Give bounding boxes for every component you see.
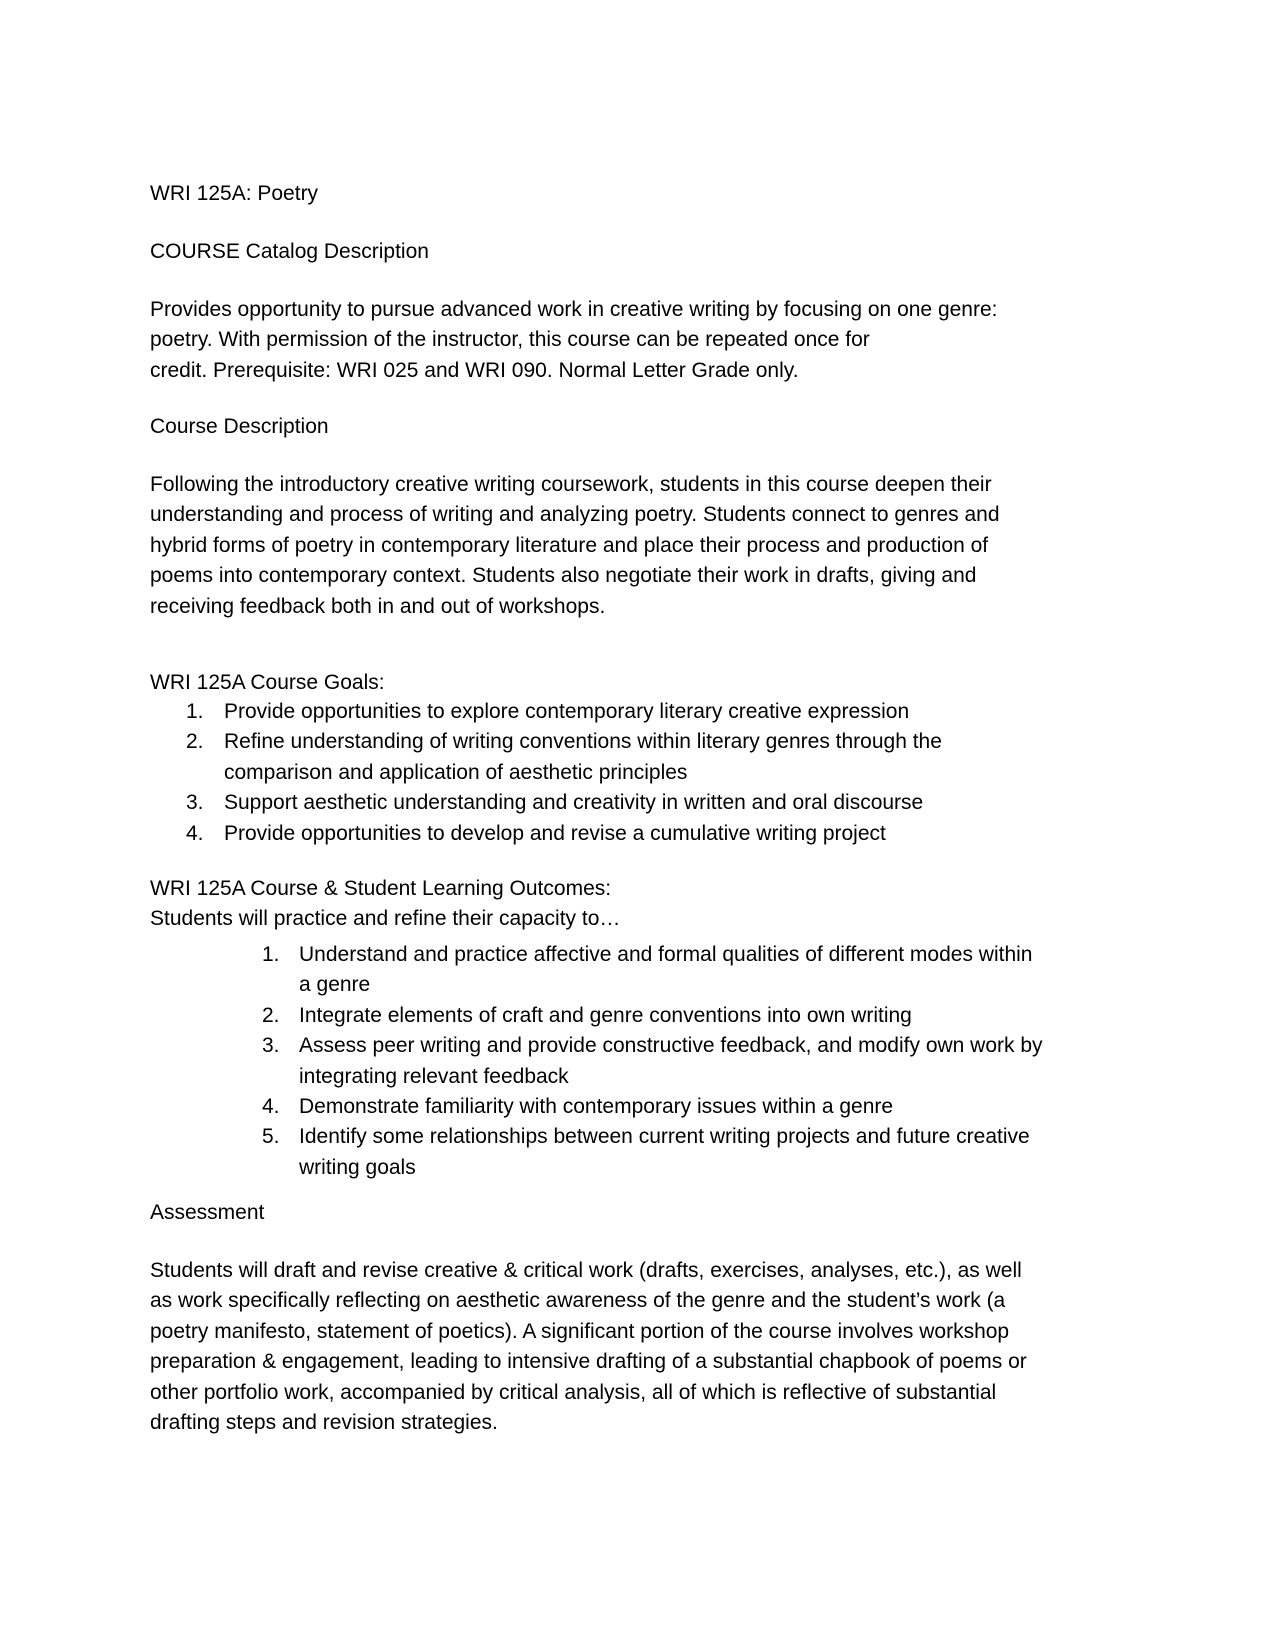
catalog-line: Provides opportunity to pursue advanced work in creative writing by focusing on one genre:: [150, 298, 998, 321]
assessment-heading: Assessment: [150, 1201, 265, 1224]
goal-item: [186, 697, 1086, 727]
course-title: WRI 125A: Poetry: [150, 182, 319, 205]
outcome-text: [299, 1031, 1162, 1092]
outcome-text: [299, 1001, 1162, 1031]
goal-text: [224, 819, 1086, 849]
outcome-line: writing goals: [299, 1155, 416, 1179]
catalog-line: poetry. With permission of the instructor, this course can be repeated once for: [150, 328, 870, 352]
outcome-number: 3.: [262, 1034, 280, 1058]
outcome-item: [262, 1001, 1162, 1031]
outcome-line: Demonstrate familiarity with contemporary issues within a genre: [299, 1095, 894, 1119]
goal-item: [186, 819, 1086, 849]
outcome-line: integrating relevant feedback: [299, 1064, 569, 1088]
assessment-paragraph: [150, 1256, 1150, 1438]
assessment-line: preparation & engagement, leading to intensive drafting of a substantial chapbook of poems or: [150, 1350, 1027, 1374]
description-heading: Course Description: [150, 415, 329, 438]
outcomes-list: [262, 940, 1162, 1183]
assessment-line: poetry manifesto, statement of poetics). A significant portion of the course involves workshop: [150, 1319, 1010, 1343]
goal-text: [224, 697, 1086, 727]
goal-line: Refine understanding of writing conventions within literary genres through the: [224, 730, 942, 754]
outcome-line: Assess peer writing and provide constructive feedback, and modify own work by: [299, 1034, 1043, 1058]
outcome-item: [262, 1031, 1162, 1092]
catalog-heading: COURSE Catalog Description: [150, 240, 429, 263]
description-line: Following the introductory creative writing coursework, students in this course deepen their: [150, 473, 992, 496]
goal-number: 1.: [186, 700, 204, 723]
goal-item: [186, 788, 1086, 818]
outcome-number: 1.: [262, 943, 280, 966]
description-line: poems into contemporary context. Students also negotiate their work in drafts, giving and: [150, 564, 977, 588]
assessment-line: other portfolio work, accompanied by critical analysis, all of which is reflective of substantial: [150, 1380, 997, 1404]
outcomes-heading: WRI 125A Course & Student Learning Outcomes:: [150, 877, 612, 900]
outcome-text: [299, 940, 1162, 1001]
description-line: hybrid forms of poetry in contemporary literature and place their process and production of: [150, 533, 989, 557]
goal-number: 2.: [186, 730, 204, 754]
outcome-line: Understand and practice affective and formal qualities of different modes within: [299, 943, 1033, 966]
goal-text: [224, 788, 1086, 818]
outcome-item: [262, 1092, 1162, 1122]
outcome-line: a genre: [299, 973, 371, 997]
outcome-text: [299, 1092, 1162, 1122]
outcome-line: Identify some relationships between current writing projects and future creative: [299, 1125, 1030, 1149]
goals-list: [186, 697, 1086, 849]
outcome-number: 2.: [262, 1003, 280, 1027]
goal-number: 4.: [186, 821, 204, 845]
assessment-line: Students will draft and revise creative & critical work (drafts, exercises, analyses, etc.), as well: [150, 1259, 1022, 1282]
outcome-number: 4.: [262, 1095, 280, 1119]
assessment-line: as work specifically reflecting on aesthetic awareness of the genre and the student’s work (a: [150, 1289, 1006, 1313]
outcomes-intro: Students will practice and refine their capacity to…: [150, 907, 621, 930]
outcome-item: [262, 1122, 1162, 1183]
assessment-line: drafting steps and revision strategies.: [150, 1411, 498, 1435]
goal-item: [186, 727, 1086, 788]
goal-line: Support aesthetic understanding and creativity in written and oral discourse: [224, 791, 924, 815]
goal-line: Provide opportunities to develop and revise a cumulative writing project: [224, 821, 886, 845]
goal-number: 3.: [186, 791, 204, 815]
outcome-number: 5.: [262, 1125, 280, 1149]
outcome-item: [262, 940, 1162, 1001]
goal-line: comparison and application of aesthetic principles: [224, 760, 688, 784]
goals-heading: WRI 125A Course Goals:: [150, 671, 385, 694]
description-paragraph: [150, 470, 1150, 622]
catalog-paragraph: [150, 295, 1150, 386]
goal-text: [224, 727, 1086, 788]
description-line: receiving feedback both in and out of workshops.: [150, 594, 606, 618]
description-line: understanding and process of writing and analyzing poetry. Students connect to genres and: [150, 503, 1000, 527]
catalog-line: credit. Prerequisite: WRI 025 and WRI 090. Normal Letter Grade only.: [150, 358, 799, 382]
outcome-text: [299, 1122, 1162, 1183]
outcome-line: Integrate elements of craft and genre conventions into own writing: [299, 1003, 912, 1027]
goal-line: Provide opportunities to explore contemporary literary creative expression: [224, 700, 910, 723]
